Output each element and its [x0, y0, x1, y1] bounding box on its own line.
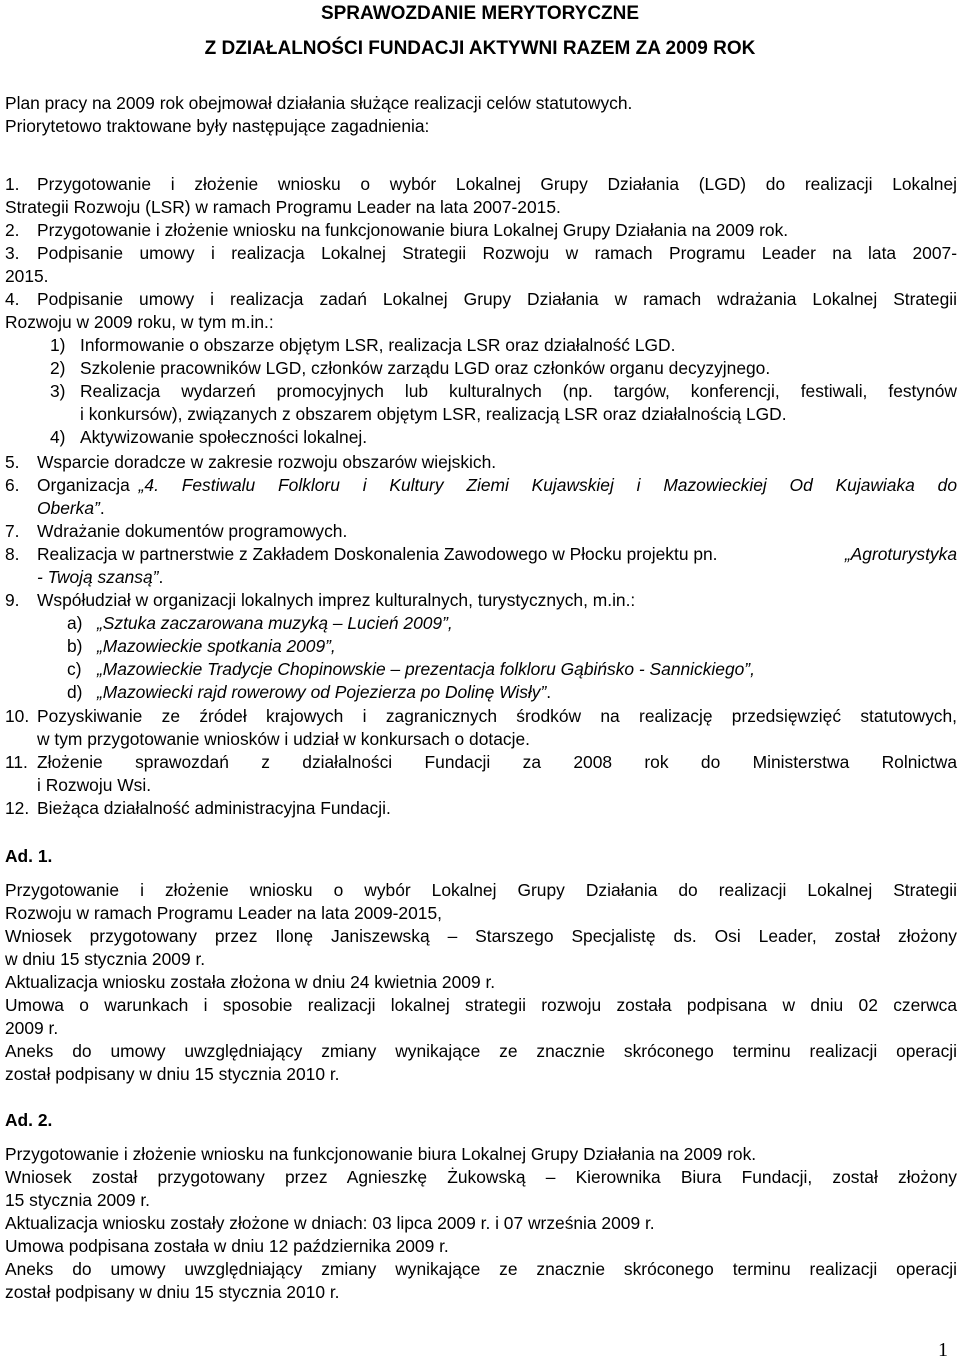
- project-title-end: - Twoją szansą”: [37, 567, 159, 587]
- list-item-suffix: .: [158, 567, 164, 587]
- list-item-number: 10.: [5, 706, 30, 726]
- list-item-prefix: Realizacja w partnerstwie z Zakładem Doskonalenia Zawodowego w Płocku projektu pn.: [37, 544, 723, 564]
- list-item-number: 6.: [5, 475, 20, 495]
- sub-item-text: Realizacja wydarzeń promocyjnych lub kulturalnych (np. targów, konferencji, festiwali, festynów: [80, 381, 957, 401]
- ad1-line: Wniosek przygotowany przez Ilonę Janiszewską – Starszego Specjalistę ds. Osi Leader, został złożony: [5, 926, 957, 946]
- list-item-number: 2.: [5, 220, 20, 240]
- ad2-line: Wniosek został przygotowany przez Agnieszkę Żukowską – Kierownika Biura Fundacji, został złożony: [5, 1167, 957, 1187]
- ad1-line: Przygotowanie i złożenie wniosku o wybór Lokalnej Grupy Działania do realizacji Lokalnej Strategii: [5, 880, 957, 900]
- list-item-suffix: .: [99, 498, 105, 518]
- section-heading-ad2: Ad. 2.: [5, 1110, 53, 1130]
- list-item-text: Podpisanie umowy i realizacja Lokalnej Strategii Rozwoju w ramach Programu Leader na lata 2007-: [37, 243, 957, 263]
- list-item-number: 11.: [5, 752, 28, 772]
- list-item-text: Rozwoju w 2009 roku, w tym m.in.:: [5, 312, 274, 332]
- page-number: 1: [938, 1339, 948, 1362]
- list-item-text: i Rozwoju Wsi.: [37, 775, 152, 795]
- ad2-line: Aneks do umowy uwzględniający zmiany wynikające ze znacznie skróconego terminu realizacji operacji: [5, 1259, 957, 1279]
- festival-title-end: Oberka”: [37, 498, 100, 518]
- sub-item-text: Szkolenie pracowników LGD, członków zarządu LGD oraz członków organu decyzyjnego.: [80, 358, 771, 378]
- ad1-line: w dniu 15 stycznia 2009 r.: [5, 949, 206, 969]
- sub-item-label: 4): [50, 427, 66, 447]
- list-item-text: Podpisanie umowy i realizacja zadań Lokalnej Grupy Działania w ramach wdrażania Lokalnej Strategii: [37, 289, 957, 309]
- sub-item-label: d): [67, 682, 83, 702]
- list-item-prefix: Organizacja: [37, 475, 135, 495]
- list-item-number: 3.: [5, 243, 20, 263]
- sub-item-text: Aktywizowanie społeczności lokalnej.: [80, 427, 368, 447]
- list-item-text-line2: [37, 566, 957, 589]
- document-title: SPRAWOZDANIE MERYTORYCZNE: [320, 3, 640, 24]
- sub-item-label: b): [67, 636, 83, 656]
- sub-item-suffix: .: [546, 682, 552, 702]
- list-item-text: w tym przygotowanie wniosków i udział w konkursach o dotacje.: [37, 729, 530, 749]
- sub-item-text: [97, 681, 960, 704]
- list-item-number: 5.: [5, 452, 20, 472]
- list-item-text: Wdrażanie dokumentów programowych.: [37, 521, 348, 541]
- list-item-text: Strategii Rozwoju (LSR) w ramach Programu Leader na lata 2007-2015.: [5, 197, 561, 217]
- intro-line-2: Priorytetowo traktowane były następujące zagadnienia:: [5, 116, 430, 136]
- sub-item-text: i konkursów), związanych z obszarem objętym LSR, realizacją LSR oraz działalnością LGD.: [80, 404, 787, 424]
- list-item-number: 8.: [5, 544, 20, 564]
- sub-item-label: 3): [50, 381, 66, 401]
- list-item-text: Przygotowanie i złożenie wniosku na funkcjonowanie biura Lokalnej Grupy Działania na 2009 rok.: [37, 220, 789, 240]
- ad1-line: Aneks do umowy uwzględniający zmiany wynikające ze znacznie skróconego terminu realizacji operacji: [5, 1041, 957, 1061]
- ad1-line: Umowa o warunkach i sposobie realizacji lokalnej strategii rozwoju została podpisana w dniu 02 czerwca: [5, 995, 957, 1015]
- list-item-number: 1.: [5, 174, 20, 194]
- list-item-text: Złożenie sprawozdań z działalności Fundacji za 2008 rok do Ministerstwa Rolnictwa: [37, 752, 957, 772]
- sub-item-label: 1): [50, 335, 66, 355]
- list-item-number: 4.: [5, 289, 20, 309]
- list-item-text: 2015.: [5, 266, 49, 286]
- sub-item-text: „Mazowieckie Tradycje Chopinowskie – prezentacja folkloru Gąbińsko - Sannickiego”,: [97, 659, 755, 679]
- intro-line-1: Plan pracy na 2009 rok obejmował działania służące realizacji celów statutowych.: [5, 93, 633, 113]
- list-item-text: [37, 474, 957, 497]
- sub-item-text: „Mazowieckie spotkania 2009”,: [97, 636, 336, 656]
- document-subtitle: Z DZIAŁALNOŚCI FUNDACJI AKTYWNI RAZEM ZA 2009 ROK: [204, 38, 756, 59]
- ad2-line: Aktualizacja wniosku zostały złożone w dniach: 03 lipca 2009 r. i 07 września 2009 r.: [5, 1213, 655, 1233]
- festival-title: „4. Festiwalu Folkloru i Kultury Ziemi Kujawskiej i Mazowieckiej Od Kujawiaka do: [138, 475, 957, 495]
- ad2-line: 15 stycznia 2009 r.: [5, 1190, 151, 1210]
- ad2-line: Przygotowanie i złożenie wniosku na funkcjonowanie biura Lokalnej Grupy Działania na 2009 rok.: [5, 1144, 757, 1164]
- list-item-number: 9.: [5, 590, 20, 610]
- section-heading-ad1: Ad. 1.: [5, 846, 53, 866]
- list-item-number: 7.: [5, 521, 20, 541]
- list-item-text: [37, 543, 957, 566]
- sub-item-text: Informowanie o obszarze objętym LSR, realizacja LSR oraz działalność LGD.: [80, 335, 676, 355]
- ad2-line: został podpisany w dniu 15 stycznia 2010 r.: [5, 1282, 340, 1302]
- list-item-text: Pozyskiwanie ze źródeł krajowych i zagranicznych środków na realizację przedsięwzięć statutowych,: [37, 706, 957, 726]
- sub-item-label: c): [67, 659, 82, 679]
- ad1-line: Rozwoju w ramach Programu Leader na lata 2009-2015,: [5, 903, 442, 923]
- ad1-line: Aktualizacja wniosku została złożona w dniu 24 kwietnia 2009 r.: [5, 972, 496, 992]
- list-item-text-line2: [37, 497, 957, 520]
- sub-item-text: „Sztuka zaczarowana muzyką – Lucień 2009”,: [97, 613, 453, 633]
- ad2-line: Umowa podpisana została w dniu 12 października 2009 r.: [5, 1236, 449, 1256]
- project-title: „Agroturystyka: [844, 544, 957, 564]
- list-item-text: Współudział w organizacji lokalnych imprez kulturalnych, turystycznych, m.in.:: [37, 590, 636, 610]
- list-item-text: Wsparcie doradcze w zakresie rozwoju obszarów wiejskich.: [37, 452, 497, 472]
- ad1-line: został podpisany w dniu 15 stycznia 2010 r.: [5, 1064, 340, 1084]
- list-item-text: Przygotowanie i złożenie wniosku o wybór Lokalnej Grupy Działania (LGD) do realizacji Lokalnej: [37, 174, 957, 194]
- sub-item-label: a): [67, 613, 83, 633]
- list-item-text: Bieżąca działalność administracyjna Fundacji.: [37, 798, 391, 818]
- sub-item-label: 2): [50, 358, 66, 378]
- sub-item-title: „Mazowiecki rajd rowerowy od Pojezierza po Dolinę Wisły”: [97, 682, 547, 702]
- ad1-line: 2009 r.: [5, 1018, 59, 1038]
- list-item-number: 12.: [5, 798, 30, 818]
